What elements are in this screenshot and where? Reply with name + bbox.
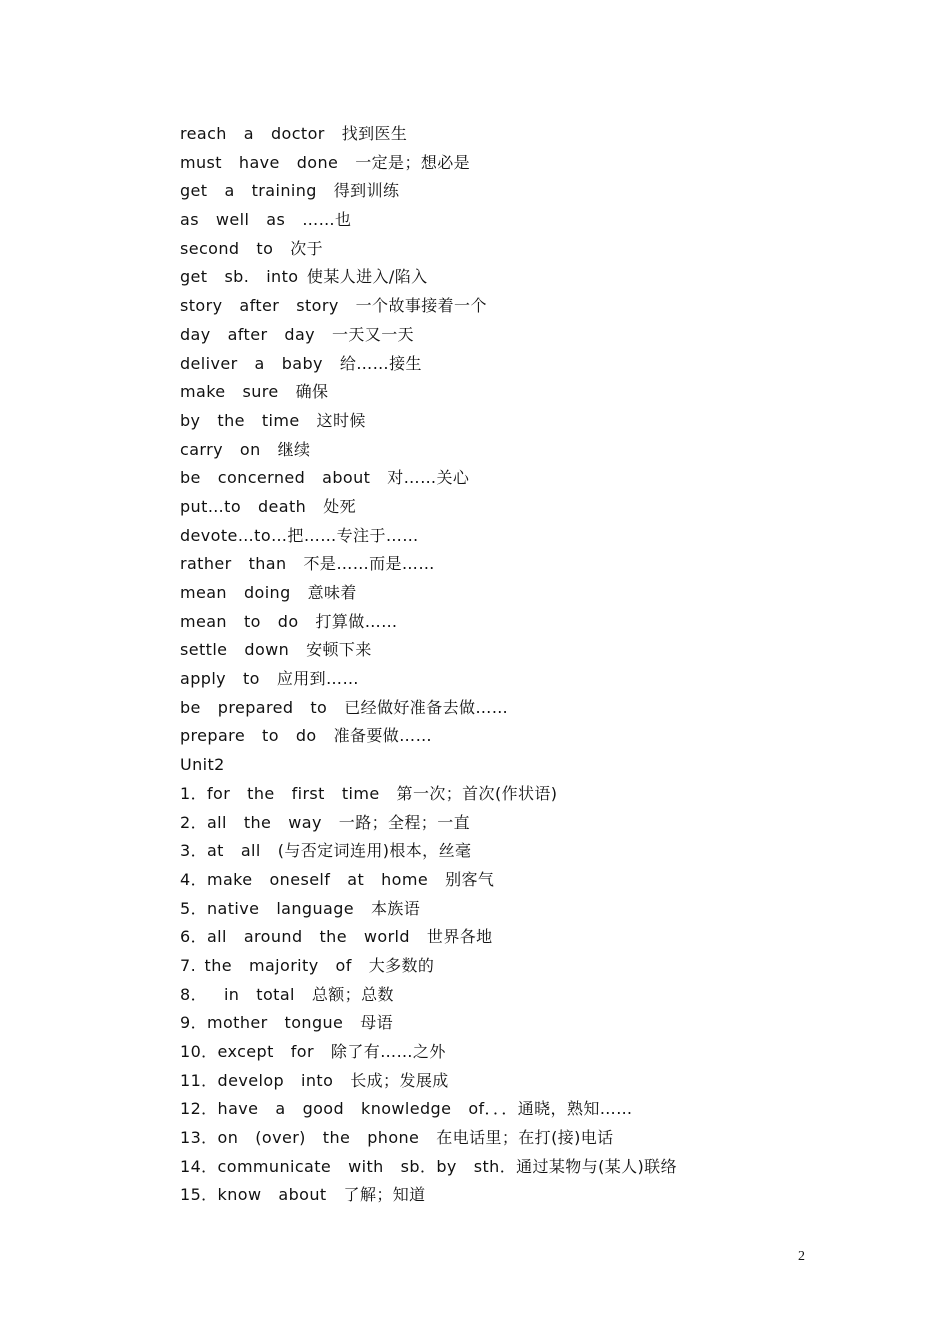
phrase-line: put…to death 处死	[180, 496, 356, 516]
phrase-line: make sure 确保	[180, 382, 329, 402]
phrase-line: 5．native language 本族语	[180, 898, 421, 918]
phrase-line: get sb. into 使某人进入/陷入	[180, 267, 428, 287]
phrase-line: 1．for the first time 第一次；首次(作状语)	[180, 783, 558, 803]
phrase-line: 2．all the way 一路；全程；一直	[180, 812, 471, 832]
phrase-line: apply to 应用到……	[180, 669, 359, 689]
phrase-line: 6．all around the world 世界各地	[180, 927, 493, 947]
phrase-line: 12．have a good knowledge of．．．通晓，熟知……	[180, 1099, 633, 1119]
phrase-line: rather than 不是……而是……	[180, 554, 435, 574]
phrase-line: 4．make oneself at home 别客气	[180, 869, 495, 889]
phrase-line: get a training 得到训练	[180, 181, 400, 201]
phrase-line: day after day 一天又一天	[180, 324, 415, 344]
phrase-line: settle down 安顿下来	[180, 640, 372, 660]
phrase-line: mean doing 意味着	[180, 583, 357, 602]
phrase-line: must have done 一定是；想必是	[180, 152, 471, 172]
phrase-line: as well as ……也	[180, 210, 352, 230]
phrase-line: devote…to…把……专注于……	[180, 525, 419, 545]
phrase-line: prepare to do 准备要做……	[180, 726, 432, 746]
phrase-line: story after story 一个故事接着一个	[180, 296, 487, 316]
phrase-line: 3．at all (与否定词连用)根本，丝毫	[180, 841, 472, 861]
phrase-line: 14．communicate with sb．by sth．通过某物与(某人)联络	[180, 1156, 677, 1176]
phrase-line: reach a doctor 找到医生	[180, 124, 408, 143]
phrase-line: 13．on (over) the phone 在电话里；在打(接)电话	[180, 1128, 614, 1148]
phrase-line: 15．know about 了解；知道	[180, 1185, 426, 1205]
phrase-line: carry on 继续	[180, 439, 311, 459]
phrase-line: 10．except for 除了有……之外	[180, 1042, 446, 1061]
page-number: 2	[798, 1249, 805, 1264]
phrase-line: second to 次于	[180, 238, 324, 258]
phrase-line: 8． in total 总额；总数	[180, 984, 394, 1004]
unit-heading: Unit2	[180, 755, 225, 775]
phrase-line: deliver a baby 给……接生	[180, 353, 422, 373]
phrase-line: 7. the majority of 大多数的	[180, 955, 435, 975]
phrase-list	[180, 122, 880, 1212]
phrase-line: 9．mother tongue 母语	[180, 1013, 394, 1033]
phrase-line: 11．develop into 长成；发展成	[180, 1070, 449, 1090]
phrase-line: by the time 这时候	[180, 410, 366, 430]
phrase-line: mean to do 打算做……	[180, 611, 398, 631]
phrase-line: be concerned about 对……关心	[180, 468, 470, 488]
phrase-line: be prepared to 已经做好准备去做……	[180, 697, 509, 717]
